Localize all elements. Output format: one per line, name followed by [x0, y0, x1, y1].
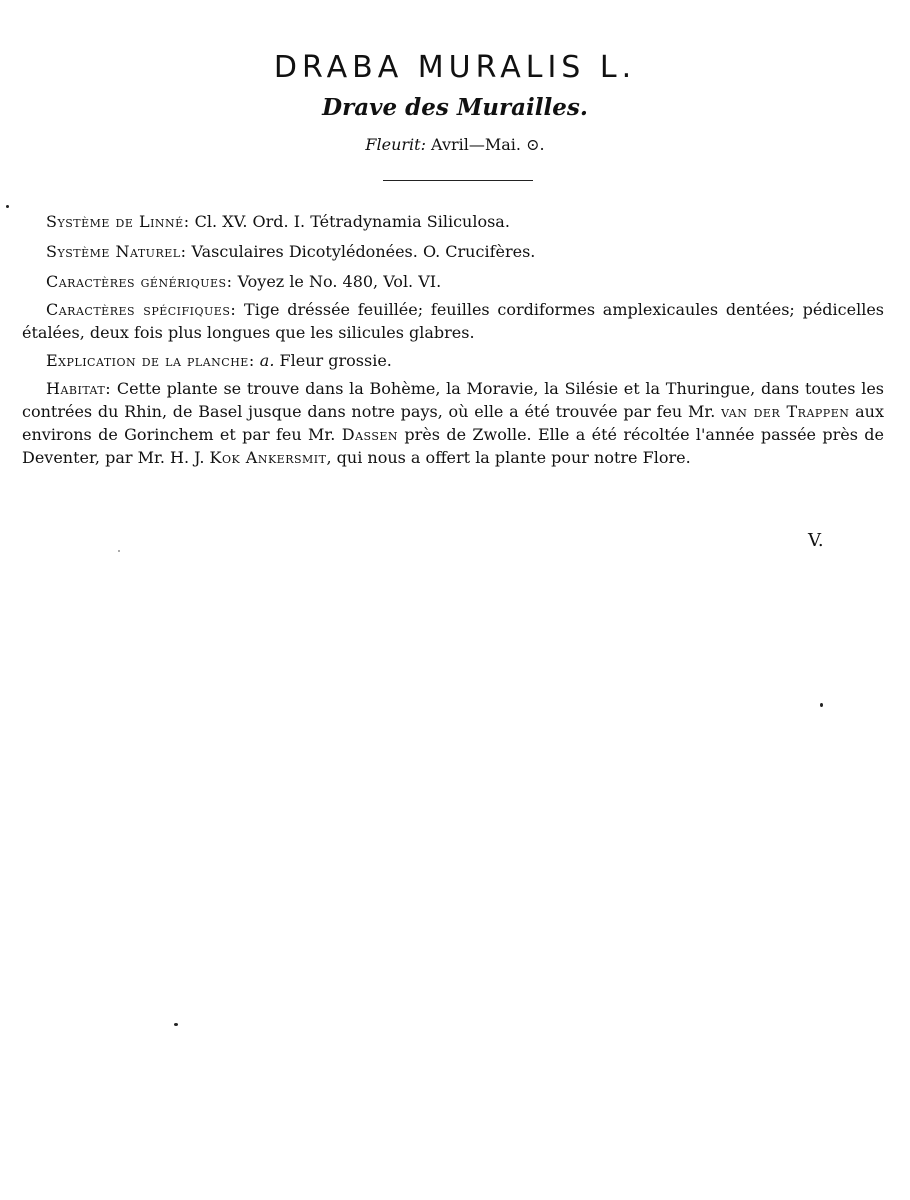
entry-linne	[22, 208, 884, 235]
entry-naturel-label: Système Naturel:	[46, 242, 187, 261]
flowering-label: Fleurit:	[365, 135, 426, 154]
entry-habitat-label: Habitat:	[46, 379, 112, 398]
print-speck	[174, 1023, 178, 1026]
entry-explication-letter: a.	[254, 351, 275, 370]
entry-specifiques-text: Tige dréssée feuillée; feuilles cordiformes amplexicaules dentées; pédicelles étalées, deux fois plus longues que les silicules glabres.	[22, 300, 884, 342]
flowering-value: Avril—Mai. ⊙.	[425, 135, 545, 154]
entry-naturel-text: Vasculaires Dicotylédonées. O. Crucifères.	[186, 242, 536, 261]
entry-explication	[22, 347, 884, 374]
entry-specifiques-label: Caractères spécifiques:	[46, 300, 237, 319]
habitat-name-3: Kok Ankersmit	[209, 448, 327, 467]
habitat-text-1: Cette plante se trouve dans la Bohème, la Moravie, la Silésie et la Thuringue, dans toutes les contrées du Rhin, de Basel jusque dans notre pays, où elle a été trouvée par feu Mr.	[22, 379, 884, 421]
entry-explication-text: Fleur grossie.	[274, 351, 392, 370]
flowering-line	[0, 135, 910, 154]
print-speck	[820, 703, 823, 707]
page-subtitle	[0, 94, 910, 121]
habitat-name-1: van der Trappen	[721, 402, 850, 421]
author-signature: V.	[808, 530, 824, 551]
entry-linne-text: Cl. XV. Ord. I. Tétradynamia Siliculosa.	[189, 212, 510, 231]
habitat-text-4: , qui nous a offert la plante pour notre Flore.	[326, 448, 691, 467]
print-speck	[118, 550, 120, 552]
title-divider	[383, 180, 533, 181]
habitat-text-2: aux environs de Gorinchem et par feu Mr.	[22, 402, 884, 444]
entry-specifiques	[22, 298, 884, 344]
entry-explication-label: Explication de la planche:	[46, 351, 255, 370]
habitat-text-3: près de Zwolle. Elle a été récoltée l'année passée près de Deventer, par Mr. H. J.	[22, 425, 885, 467]
entry-generiques-label: Caractères génériques:	[46, 272, 233, 291]
description-body	[22, 208, 884, 472]
print-speck	[6, 205, 9, 208]
subtitle-period: .	[579, 94, 588, 121]
entry-generiques	[22, 268, 884, 295]
entry-linne-label: Système de Linné:	[46, 212, 190, 231]
habitat-name-2: Dassen	[341, 425, 399, 444]
entry-generiques-text: Voyez le No. 480, Vol. VI.	[232, 272, 442, 291]
entry-habitat	[22, 377, 884, 469]
page-title: DRABA MURALIS L.	[273, 50, 637, 85]
subtitle-text: Drave des Murailles	[322, 94, 580, 121]
entry-naturel	[22, 238, 884, 265]
